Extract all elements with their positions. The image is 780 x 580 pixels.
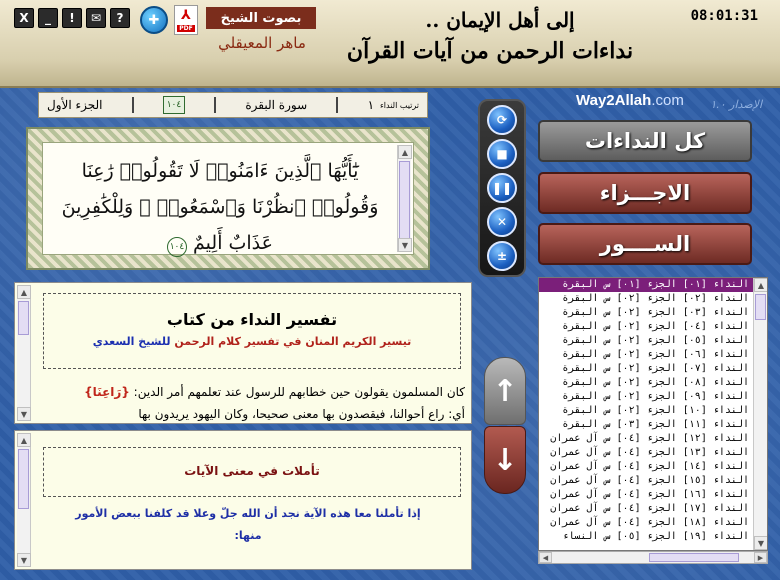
divider <box>132 97 134 113</box>
nidaa-list <box>538 277 768 551</box>
ayah-frame <box>26 127 430 270</box>
ayah-scrollbar[interactable] <box>397 145 411 252</box>
tafsir-book-author: للشيخ السعدي <box>92 335 171 348</box>
list-item[interactable]: النداء [٠٣] الجزء [٠٢] س البقرة <box>562 307 749 318</box>
surah-segment <box>245 98 307 112</box>
site-name: Way2Allah <box>576 92 652 109</box>
tafsir-panel <box>14 282 472 424</box>
info-button[interactable]: ! <box>62 8 82 28</box>
next-arrow-icon[interactable]: ↓ <box>484 426 526 494</box>
help-button[interactable]: ? <box>110 8 130 28</box>
reflections-header-box <box>43 447 461 497</box>
suwar-button[interactable]: الســــور <box>538 223 752 265</box>
list-item[interactable]: النداء [١٤] الجزء [٠٤] س آل عمران <box>550 461 749 472</box>
title-line1: إلى أهل الإيمان .. <box>425 8 575 32</box>
list-item[interactable]: النداء [٠٨] الجزء [٠٢] س البقرة <box>562 377 749 388</box>
tafsir-book-name: تيسير الكريم المنان في تفسير كلام الرحمن <box>174 335 412 348</box>
surah-bar <box>38 92 428 118</box>
list-item[interactable]: النداء [٠٢] الجزء [٠٢] س البقرة <box>562 293 749 304</box>
ayah-end-marker: ١٠٤ <box>167 237 187 257</box>
list-item[interactable]: النداء [٠١] الجزء [٠١] س البقرة <box>539 278 767 292</box>
scroll-down-icon[interactable]: ▼ <box>754 536 768 550</box>
site-tld: .com <box>651 92 684 109</box>
mute-icon[interactable]: ✕ <box>487 207 517 237</box>
player-controls <box>478 99 526 277</box>
surah-label: سورة البقرة <box>245 98 308 112</box>
ayah-text: يَٰٓأَيُّهَا ٱلَّذِينَ ءَامَنُوا۟ لَا تَقُولُوا۟ رَٰعِنَا وَقُولُوا۟ ٱنظُرْنَا وَٱسْمَعُوا۟ ۗ وَلِلْكَٰفِرِينَ عَذَابٌ أَلِيمٌ <box>61 160 379 254</box>
scroll-thumb[interactable] <box>755 294 766 320</box>
scroll-down-icon[interactable]: ▼ <box>17 553 31 567</box>
stop-icon[interactable]: ■ <box>487 139 517 169</box>
close-button[interactable]: X <box>14 8 34 28</box>
tafsir-book <box>44 335 460 348</box>
order-label: ترتيب النداء <box>380 100 419 110</box>
scroll-left-icon[interactable]: ◀ <box>539 552 552 563</box>
clock: 08:01:31 <box>690 8 758 24</box>
juz-label: الجزء الأول <box>47 98 103 112</box>
window-controls <box>14 8 130 28</box>
mail-icon[interactable]: ✉ <box>86 8 106 28</box>
scroll-down-icon[interactable]: ▼ <box>17 407 31 421</box>
tafsir-header-box <box>43 293 461 369</box>
divider <box>336 97 338 113</box>
scroll-right-icon[interactable]: ▶ <box>754 552 767 563</box>
scroll-thumb[interactable] <box>18 301 29 335</box>
list-scrollbar[interactable] <box>753 278 767 550</box>
all-nidaat-button[interactable]: كل النداءات <box>538 120 752 162</box>
tafsir-body-prefix: كان المسلمون يقولون حين خطابهم للرسول عند تعلمهم أمر الدين: <box>129 385 465 399</box>
ayah-text-wrap <box>53 153 387 254</box>
list-item[interactable]: النداء [١١] الجزء [٠٣] س البقرة <box>562 419 749 430</box>
tafsir-body-quote: {رَاعِنَا} <box>84 385 130 399</box>
ayah-panel <box>42 142 414 255</box>
list-item[interactable]: النداء [٠٩] الجزء [٠٢] س البقرة <box>562 391 749 402</box>
voice-label: بصوت الشيخ <box>206 7 316 29</box>
minimize-button[interactable]: _ <box>38 8 58 28</box>
pdf-icon[interactable] <box>174 5 198 35</box>
order-segment <box>368 98 419 112</box>
app-logo-icon[interactable]: ✚ <box>140 6 168 34</box>
reflections-line2: منها: <box>234 529 262 542</box>
tafsir-title: تفسير النداء من كتاب <box>166 310 338 329</box>
reflections-scrollbar[interactable] <box>17 433 31 567</box>
scroll-down-icon[interactable]: ▼ <box>398 238 412 252</box>
ayah-number-badge: ١٠٤ <box>163 96 185 114</box>
list-item[interactable]: النداء [٠٤] الجزء [٠٢] س البقرة <box>562 321 749 332</box>
list-item[interactable]: النداء [٠٦] الجزء [٠٢] س البقرة <box>562 349 749 360</box>
scroll-up-icon[interactable]: ▲ <box>754 278 768 292</box>
list-item[interactable]: النداء [١٧] الجزء [٠٤] س آل عمران <box>550 503 749 514</box>
tafsir-scrollbar[interactable] <box>17 285 31 421</box>
reflections-body <box>35 503 461 547</box>
tafsir-body-line2: أي: راع أحوالنا، فيقصدون بها معنى صحيحا، وكان اليهود يريدون بها <box>138 407 465 421</box>
hscroll-thumb[interactable] <box>649 553 739 562</box>
reflections-line1: إذا تأملنا معا هذه الآية نجد أن الله جلّ وعلا قد كلفنا ببعض الأمور <box>75 507 421 520</box>
divider <box>214 97 216 113</box>
site-link[interactable] <box>576 92 684 109</box>
pause-icon[interactable]: ❚❚ <box>487 173 517 203</box>
order-number: ١ <box>367 98 375 112</box>
title-line2: نداءات الرحمن من آيات القرآن <box>346 38 634 64</box>
volume-icon[interactable]: ± <box>487 241 517 271</box>
juz-segment <box>47 98 103 112</box>
scroll-thumb[interactable] <box>399 161 410 241</box>
version-label: الإصدار ١.٠ <box>710 98 762 111</box>
list-item[interactable]: النداء [١٨] الجزء [٠٤] س آل عمران <box>550 517 749 528</box>
list-item[interactable]: النداء [٠٧] الجزء [٠٢] س البقرة <box>562 363 749 374</box>
scroll-up-icon[interactable]: ▲ <box>17 433 31 447</box>
list-item[interactable]: النداء [١٥] الجزء [٠٤] س آل عمران <box>550 475 749 486</box>
list-item[interactable]: النداء [١٠] الجزء [٠٢] س البقرة <box>562 405 749 416</box>
previous-arrow-icon[interactable]: ↑ <box>484 357 526 425</box>
list-item[interactable]: النداء [٠٥] الجزء [٠٢] س البقرة <box>562 335 749 346</box>
list-hscrollbar[interactable] <box>538 551 768 564</box>
pdf-label: PDF <box>179 25 193 32</box>
ajzaa-button[interactable]: الاجـــزاء <box>538 172 752 214</box>
reflections-panel <box>14 430 472 570</box>
list-item[interactable]: النداء [١٣] الجزء [٠٤] س آل عمران <box>550 447 749 458</box>
reflections-title: تأملات في معنى الآيات <box>184 464 320 478</box>
scroll-up-icon[interactable]: ▲ <box>17 285 31 299</box>
scroll-up-icon[interactable]: ▲ <box>398 145 412 159</box>
scroll-thumb[interactable] <box>18 449 29 509</box>
list-item[interactable]: النداء [١٩] الجزء [٠٥] س النساء <box>562 531 749 542</box>
nidaa-list-rows <box>539 278 767 544</box>
list-item[interactable]: النداء [١٢] الجزء [٠٤] س آل عمران <box>550 433 749 444</box>
list-item[interactable]: النداء [١٦] الجزء [٠٤] س آل عمران <box>550 489 749 500</box>
pdf-glyph: ⅄ <box>181 8 191 23</box>
repeat-icon[interactable]: ⟳ <box>487 105 517 135</box>
tafsir-body <box>35 381 465 424</box>
reciter-name[interactable]: ماهر المعيقلي <box>218 34 306 52</box>
header-banner <box>0 0 780 88</box>
